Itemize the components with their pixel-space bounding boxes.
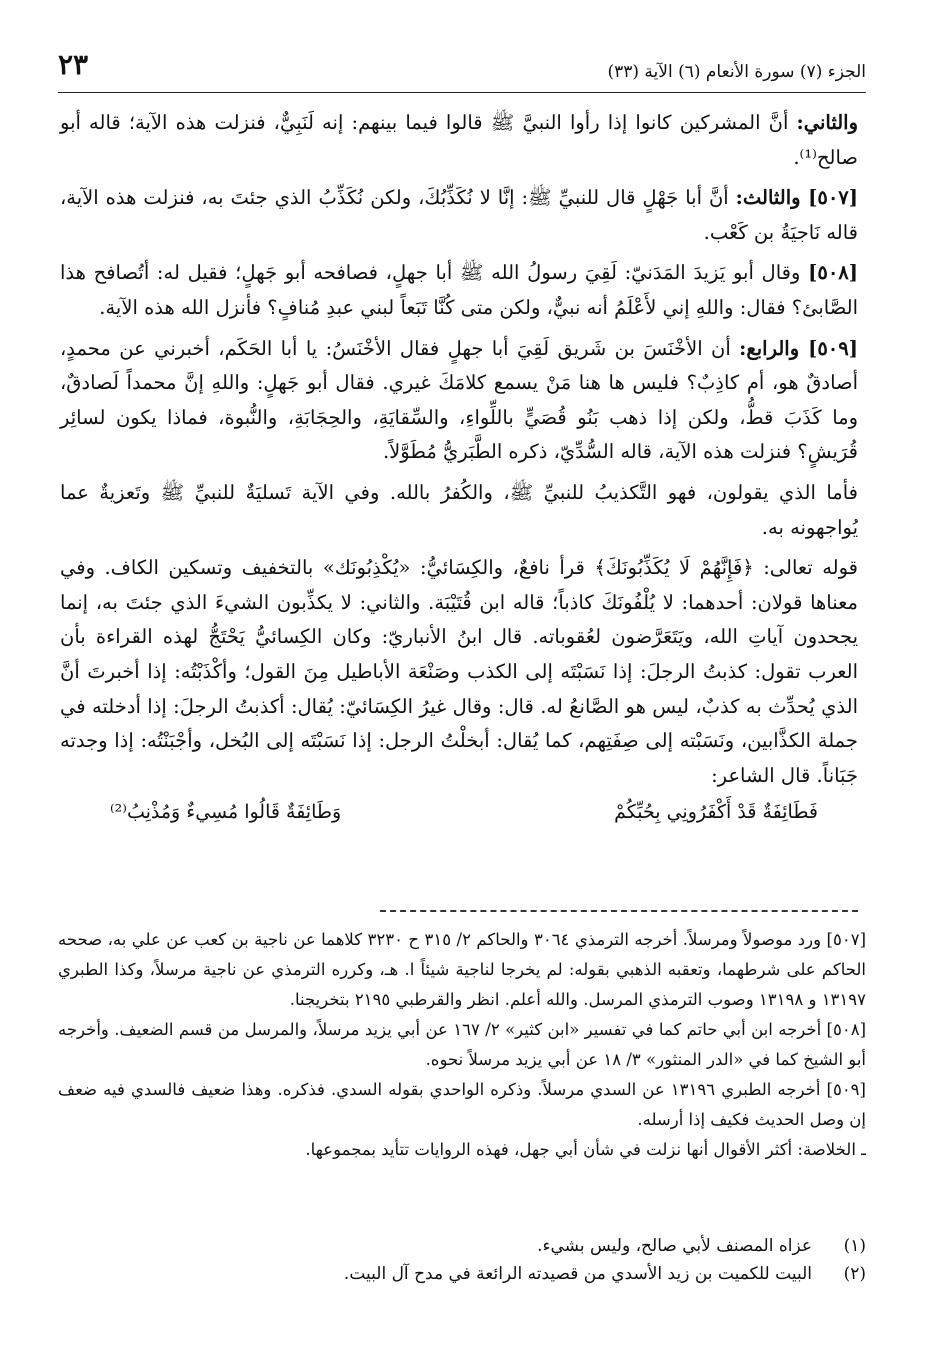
paragraph-lead: [٥٠٧] والثالث:: [735, 186, 859, 210]
page-number: ٢٣: [58, 48, 89, 81]
page-header: [58, 48, 866, 94]
main-text: [60, 106, 858, 830]
paragraph: [60, 181, 858, 250]
verse-second-hemistich: وَطَائِفَةٌ قَالُوا مُسِيءٌ وَمُذْنِبُ⁽²⁾: [110, 801, 342, 824]
poetry-verse: [110, 795, 818, 830]
paragraph: [60, 332, 858, 470]
paragraph: [60, 476, 858, 545]
hadith-note: [٥٠٧] ورد موصولاً ومرسلاً. أخرجه الترمذي ٣٠٦٤ والحاكم ٢/ ٣١٥ ح ٣٢٣٠ كلاهما عن ناجية بن كعب عن علي به، صححه الحاكم على شرطهما، وتعقبه الذهبي بقوله: لم يخرجا لناجية شيئاً ا. هـ، وكرره الترمذي عن ناجية مرسلاً، وكذا الطبري ١٣١٩٧ و ١٣١٩٨ وصوب الترمذي المرسل. والله أعلم. انظر والقرطبي ٢١٩٥ بتخريجنا.: [58, 930, 866, 1009]
footnote-text: البيت للكميت بن زيد الأسدي من قصيدته الرائعة في مدح آل البيت.: [343, 1264, 812, 1284]
footnotes: [60, 1232, 866, 1288]
paragraph: [60, 256, 858, 325]
header-rule: [58, 92, 866, 93]
paragraph-lead: والثاني:: [796, 111, 858, 134]
paragraph-text: وقال أبو يَزيدَ المَدَنيّ: لَقِيَ رسولُ الله ﷺ أبا جهلٍ، فصافحه أبو جَهلٍ؛ فقيل له: أتُصافح هذا الصَّابئ؟ فقال: واللهِ إني لأَعْلَمُ أنه نبيٌّ، ولكن متى كُنَّا تَبَعاً لبني عبدِ مُنافٍ؟ فأنزل الله هذه الآية.: [60, 261, 858, 319]
verse-first-hemistich: فَطَائِفَةٌ قَدْ أَكْفَرُونِي بِحُبِّكُمْ: [614, 801, 818, 824]
footnote: [60, 1232, 866, 1260]
notes-separator: [380, 910, 858, 912]
paragraph-text: فأما الذي يقولون، فهو التَّكذيبُ للنبيِّ ﷺ، والكُفرُ بالله. وفي الآية تَسليَةٌ للنبيِّ ﷺ وتَعزيةٌ عما يُواجهونه به.: [60, 480, 858, 539]
footnote-number: (١): [843, 1236, 866, 1256]
footnote-text: عزاه المصنف لأبي صالح، وليس بشيء.: [537, 1236, 812, 1256]
paragraph: [60, 106, 858, 175]
paragraph-text: أنَّ المشركين كانوا إذا رأوا النبيَّ ﷺ قالوا فيما بينهم: إنه لَنَبِيٌّ، فنزلت هذه الآية؛ قاله أبو صالح⁽¹⁾.: [60, 111, 858, 169]
paragraph-text: أنَّ أبا جَهْلٍ قال للنبيِّ ﷺ: إنَّا لا نُكَذِّبُكَ، ولكن نُكَذِّبُ الذي جئتَ به، فنزلت هذه الآية، قاله نَاجيَةُ بن كَعْب.: [60, 186, 858, 244]
paragraph-text: قوله تعالى: ﴿فَإِنَّهُمْ لَا يُكَذِّبُونَكَ﴾ قرأ نافعٌ، والكِسَائيُّ: «يُكْذِبُونَك» بالتخفيف وتسكين الكاف. وفي معناها قولان: أحدهما: لا يُلْفُونَكَ كاذباً؛ قاله ابن قُتَيْبَة. والثاني: لا يكذِّبون الشيءَ الذي جئتَ به، إنما يجحدون آياتِ الله، ويَتَعَرَّضون لعُقوباته. قال ابنُ الأنباريّ: وكان الكِسائيُّ يَحْتَجُّ لهذه القراءة بأن العرب تقول: كذبتُ الرجلَ: إذا نَسَبْتَه إلى الكذب وصَنْعَة الأباطيل مِنَ القول؛ وأكْذَبْتُه: إذا أخبرتَ أنَّ الذي يُحدِّث به كذبٌ، ليس هو الصَّانعُ له. قال: وقال غيرُ الكِسَائيّ: يُقال: أكذبتُ الرجلَ: إذا أدخلته في جملة الكذَّابين، ونَسَبْته إلى صِفَتِهم، كما يُقال: أبخلْتُ الرجل: إذا نَسَبْتَه إلى البُخل، وأجْبَنْتُه: إذا وجدته جَبَاناً. قال الشاعر:: [60, 556, 858, 787]
running-title: الجزء (٧) سورة الأنعام (٦) الآية (٣٣): [607, 62, 866, 82]
paragraph-lead: [٥٠٨]: [808, 261, 858, 285]
hadith-note: ـ الخلاصة: أكثر الأقوال أنها نزلت في شأن أبي جهل، فهذه الروايات تتأيد بمجموعها.: [305, 1140, 866, 1159]
paragraph-text: أن الأخْنَسَ بن شَريق لَقِيَ أبا جهلٍ فقال الأخْنَسُ: يا أبا الحَكَم، أخبرني عن محمدٍ، أصادقٌ هو، أم كاذِبٌ؟ فليس ها هنا مَنْ يسمع كلامَكَ غيري. فقال أبو جَهلٍ: واللهِ إنَّ محمداً لَصادقٌ، وما كَذَبَ قطُّ، ولكن إذا ذهب بَنُو قُصَيٍّ باللِّواءِ، والسِّقايَةِ، والحِجَابَةِ، والنُّبوة، فماذا يكون لسائِر قُرَيشٍ؟ فنزلت هذه الآية، قاله السُّدِّيّ، ذكره الطَّبَريُّ مُطَوَّلاً.: [60, 336, 858, 464]
hadith-note: [٥٠٨] أخرجه ابن أبي حاتم كما في تفسير «ابن كثير» ٢/ ١٦٧ عن أبي يزيد مرسلاً، والمرسل من قسم الضعيف. وأخرجه أبو الشيخ كما في «الدر المنثور» ٣/ ١٨ عن أبي يزيد مرسلاً نحوه.: [58, 1020, 867, 1069]
paragraph: [60, 551, 858, 793]
hadith-note: [٥٠٩] أخرجه الطبري ١٣١٩٦ عن السدي مرسلاً. وذكره الواحدي بقوله السدي. فذكره. وهذا ضعيف فالسدي فيه ضعف إن وصل الحديث فكيف إذا أرسله.: [58, 1080, 866, 1129]
footnote: [60, 1260, 866, 1288]
footnote-number: (٢): [843, 1264, 866, 1284]
paragraph-lead: [٥٠٩] والرابع:: [739, 336, 858, 360]
hadith-notes: [58, 925, 866, 1165]
